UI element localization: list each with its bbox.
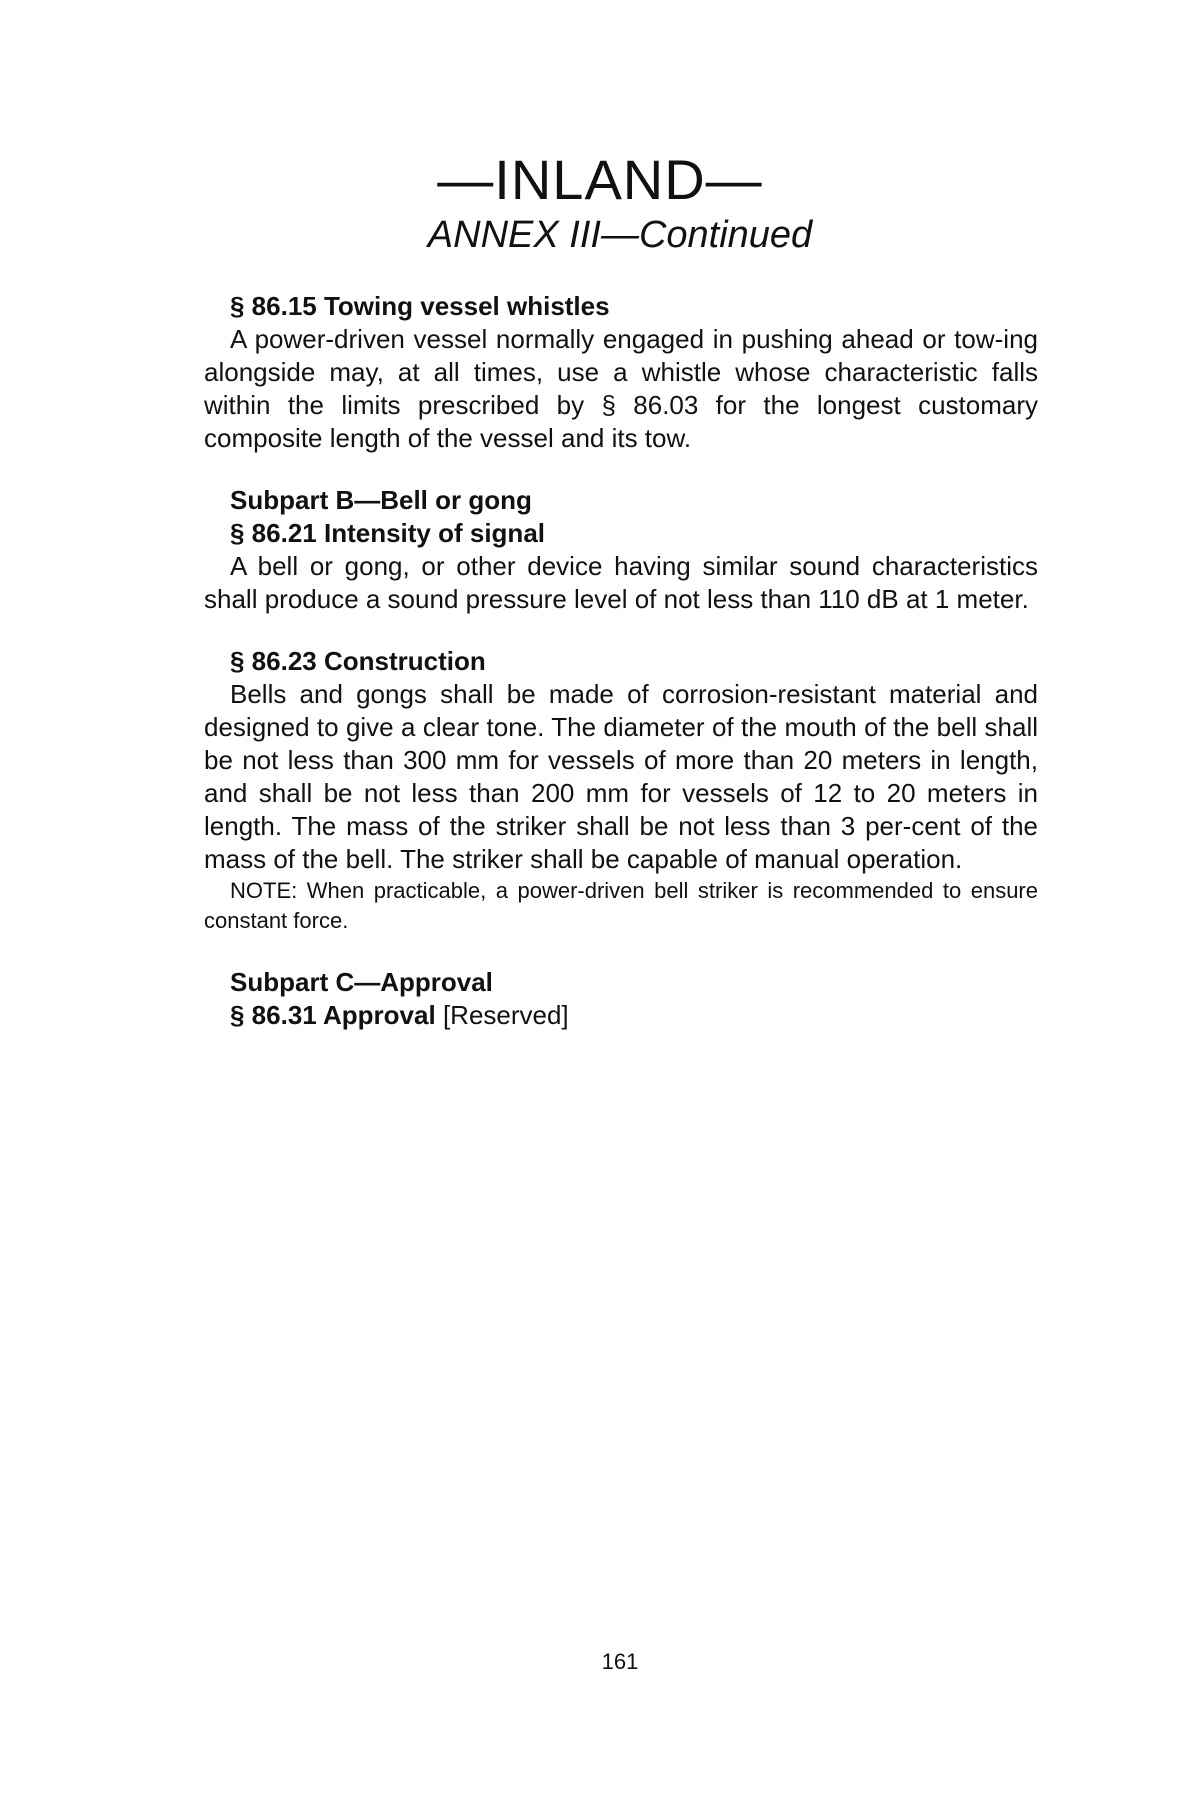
page-subtitle: ANNEX III—Continued — [427, 214, 813, 256]
section-heading: § 86.23 Construction — [230, 646, 486, 676]
section-86-23 — [204, 645, 1038, 936]
subpart-heading: Subpart B—Bell or gong — [230, 485, 532, 515]
section-86-21 — [204, 517, 1038, 616]
subpart-c — [204, 966, 1038, 999]
page-title: —INLAND— — [437, 148, 763, 211]
section-paragraph: Bells and gongs shall be made of corrosion-resistant material and designed to give a clear tone. The diameter of the mouth of the bell shall be not less than 300 mm for vessels of more than 20 meters in length, and shall be not less than 200 mm for vessels of 12 to 20 meters in length. The mass of the striker shall be not less than 3 per-cent of the mass of the bell. The striker shall be capable of manual operation. — [204, 679, 1038, 874]
reserved-status: [Reserved] — [442, 1000, 569, 1030]
section-heading — [204, 999, 1038, 1032]
section-86-31 — [204, 999, 1038, 1032]
subpart-heading: Subpart C—Approval — [230, 967, 493, 997]
section-86-15 — [204, 290, 1038, 455]
section-heading-label: § 86.31 Approval — [230, 1000, 436, 1030]
page-number: 161 — [601, 1649, 639, 1674]
document-body — [204, 290, 1038, 1032]
subpart-b — [204, 484, 1038, 517]
section-paragraph: A power-driven vessel normally engaged in pushing ahead or tow-ing alongside may, at all times, use a whistle whose characteristic falls within the limits prescribed by § 86.03 for the longest customary composite length of the vessel and its tow. — [204, 324, 1038, 453]
section-note: NOTE: When practicable, a power-driven bell striker is recommended to ensure constant force. — [204, 878, 1038, 933]
section-heading: § 86.21 Intensity of signal — [230, 518, 545, 548]
section-heading: § 86.15 Towing vessel whistles — [230, 291, 610, 321]
section-paragraph: A bell or gong, or other device having similar sound characteristics shall produce a sound pressure level of not less than 110 dB at 1 meter. — [204, 551, 1038, 614]
